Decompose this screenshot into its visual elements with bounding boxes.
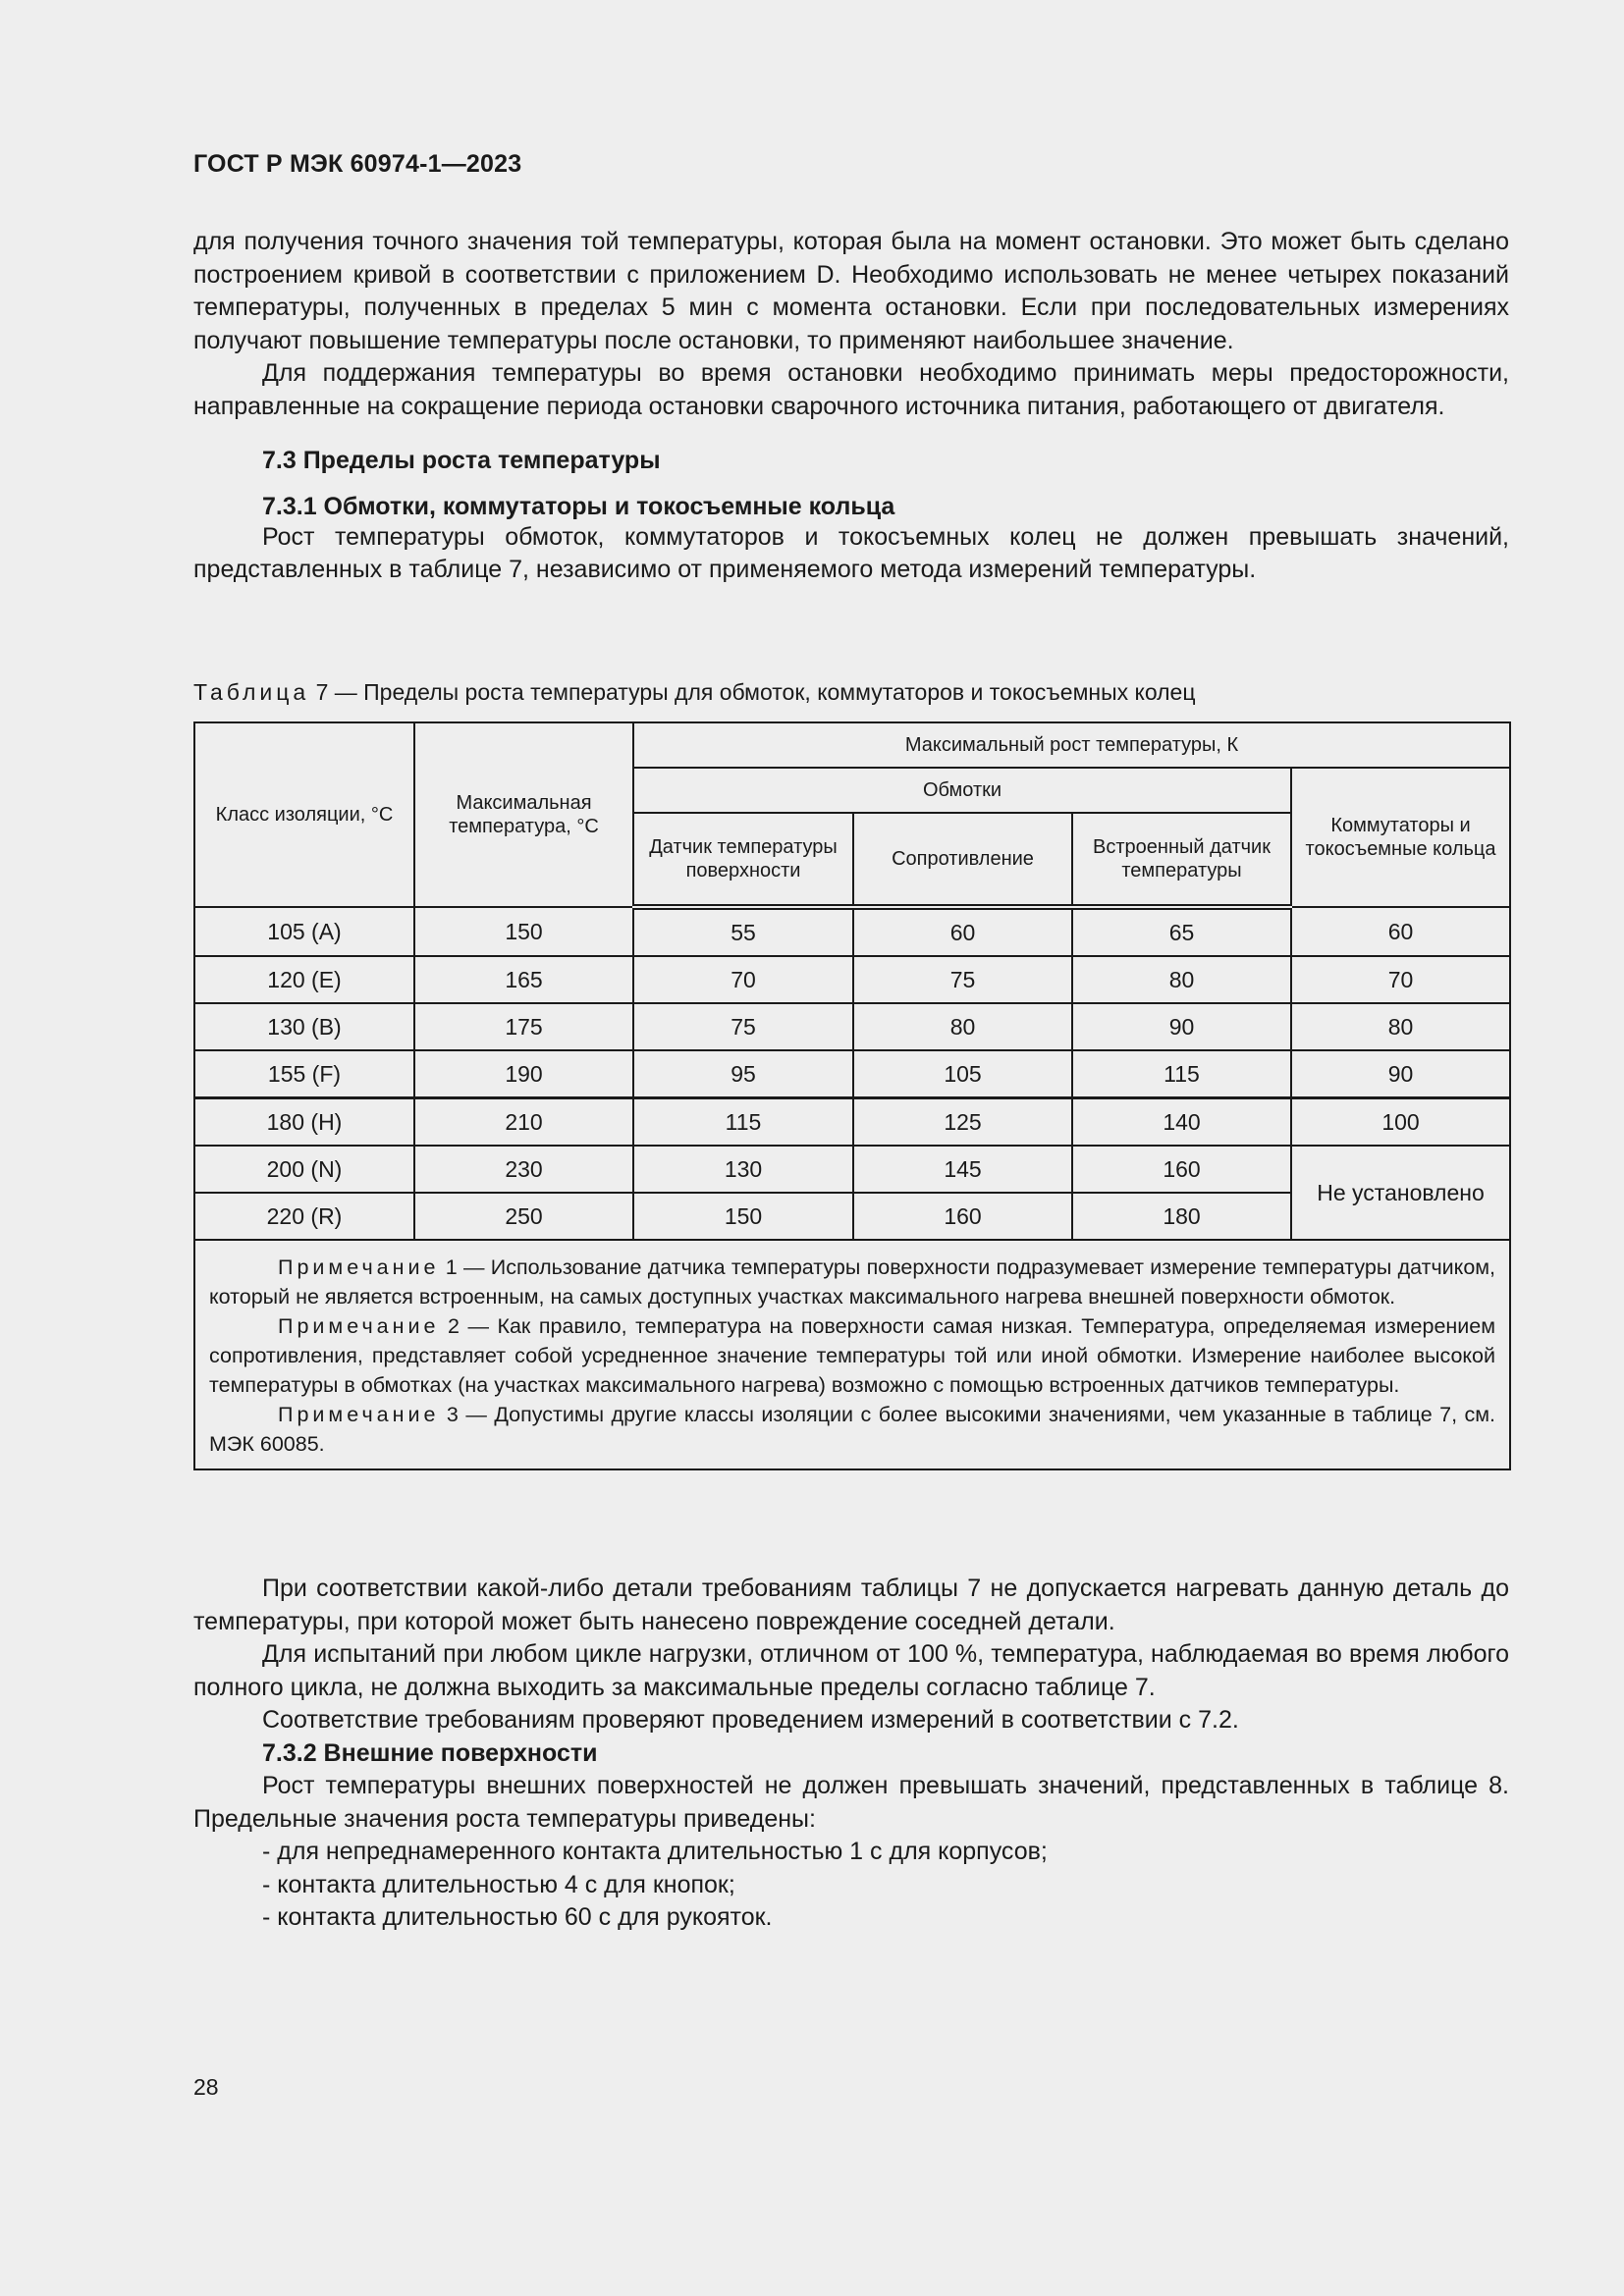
cell-surface: 70 bbox=[633, 956, 853, 1003]
cell-max-temp: 175 bbox=[414, 1003, 633, 1050]
cell-class: 220 (R) bbox=[194, 1193, 414, 1240]
cell-max-temp: 190 bbox=[414, 1050, 633, 1098]
section-heading-7-3-1: 7.3.1 Обмотки, коммутаторы и токосъемные кольца bbox=[262, 492, 895, 520]
cell-class: 130 (B) bbox=[194, 1003, 414, 1050]
table-row bbox=[194, 907, 1510, 956]
header-windings: Обмотки bbox=[633, 768, 1291, 813]
cell-surface: 115 bbox=[633, 1098, 853, 1147]
temperature-limits-table bbox=[193, 721, 1511, 1470]
section-7-3-1-paragraph: Рост температуры обмоток, коммутаторов и токосъемных колец не должен превышать значений, представленных в таблице 7, независимо от применяемого метода измерений температуры. bbox=[193, 522, 1509, 583]
cell-max-temp: 150 bbox=[414, 907, 633, 956]
cell-resistance: 80 bbox=[853, 1003, 1072, 1050]
note-label: Примечание bbox=[278, 1314, 440, 1338]
cell-surface: 55 bbox=[633, 907, 853, 956]
header-commutators: Коммутаторы и токосъемные кольца bbox=[1291, 768, 1510, 907]
table-caption bbox=[193, 679, 1196, 706]
cell-max-temp: 230 bbox=[414, 1146, 633, 1193]
cell-embedded: 160 bbox=[1072, 1146, 1291, 1193]
header-embedded-sensor: Встроенный датчик температуры bbox=[1072, 813, 1291, 907]
list-item: - для непреднамеренного контакта длительностью 1 с для корпусов; bbox=[262, 1838, 1048, 1865]
note-text: 3 — Допустимы другие классы изоляции с более высокими значениями, чем указанные в таблице 7, см. МЭК 60085. bbox=[209, 1403, 1496, 1456]
table-caption-text: 7 — Пределы роста температуры для обмоток, коммутаторов и токосъемных колец bbox=[309, 679, 1196, 705]
cell-embedded: 115 bbox=[1072, 1050, 1291, 1098]
table-caption-prefix: Таблица bbox=[193, 679, 310, 705]
table-note-1 bbox=[209, 1253, 1495, 1311]
intro-paragraph-2: Для поддержания температуры во время остановки необходимо принимать меры предосторожности, направленные на сокращение периода остановки сварочного источника питания, работающего от двигателя. bbox=[193, 359, 1509, 420]
cell-class: 120 (E) bbox=[194, 956, 414, 1003]
cell-resistance: 125 bbox=[853, 1098, 1072, 1147]
cell-surface: 150 bbox=[633, 1193, 853, 1240]
header-surface-sensor: Датчик температуры поверхности bbox=[633, 813, 853, 907]
document-header: ГОСТ Р МЭК 60974-1—2023 bbox=[193, 150, 522, 178]
section-7-3-2-paragraph: Рост температуры внешних поверхностей не должен превышать значений, представленных в таблице 8. Предельные значения роста температуры приведены: bbox=[193, 1772, 1509, 1833]
cell-commutators: 90 bbox=[1291, 1050, 1510, 1098]
table-row bbox=[194, 956, 1510, 1003]
table-notes-row bbox=[194, 1240, 1510, 1469]
intro-paragraph-1: для получения точного значения той температуры, которая была на момент остановки. Это может быть сделано построением кривой в соответствии с приложением D. Необходимо использовать не менее четырех показаний температуры, полученных в пределах 5 мин с момента остановки. Если при последовательных измерениях получают повышение температуры после остановки, то применяют наибольшее значение. bbox=[193, 228, 1509, 354]
cell-surface: 75 bbox=[633, 1003, 853, 1050]
note-label: Примечание bbox=[278, 1403, 440, 1426]
page-number: 28 bbox=[193, 2074, 219, 2100]
table-note-3 bbox=[209, 1400, 1495, 1459]
cell-commutators: 70 bbox=[1291, 956, 1510, 1003]
header-insulation-class: Класс изоляции, °C bbox=[194, 722, 414, 907]
after-table-paragraph-3: Соответствие требованиям проверяют проведением измерений в соответствии с 7.2. bbox=[262, 1706, 1239, 1734]
list-item: - контакта длительностью 60 с для рукояток. bbox=[262, 1903, 773, 1931]
note-text: 2 — Как правило, температура на поверхности самая низкая. Температура, определяемая измерением сопротивления, представляет собой усредненное значение температуры той или иной обмотки. Измерение наиболее высокой температуры в обмотках (на участках максимального нагрева) возможно с помощью встроенных датчиков температуры. bbox=[209, 1314, 1496, 1397]
cell-resistance: 75 bbox=[853, 956, 1072, 1003]
cell-commutators: 100 bbox=[1291, 1098, 1510, 1147]
cell-class: 155 (F) bbox=[194, 1050, 414, 1098]
section-heading-7-3: 7.3 Пределы роста температуры bbox=[262, 447, 661, 474]
table-note-2 bbox=[209, 1311, 1495, 1400]
cell-commutators-not-established: Не установлено bbox=[1291, 1146, 1510, 1240]
header-max-rise: Максимальный рост температуры, К bbox=[633, 722, 1510, 768]
table-row bbox=[194, 1098, 1510, 1147]
after-table-paragraph-1: При соответствии какой-либо детали требованиям таблицы 7 не допускается нагревать данную деталь до температуры, при которой может быть нанесено повреждение соседней детали. bbox=[193, 1575, 1509, 1635]
header-resistance: Сопротивление bbox=[853, 813, 1072, 907]
header-max-temperature: Максимальная температура, °C bbox=[414, 722, 633, 907]
cell-max-temp: 210 bbox=[414, 1098, 633, 1147]
cell-embedded: 90 bbox=[1072, 1003, 1291, 1050]
cell-max-temp: 250 bbox=[414, 1193, 633, 1240]
cell-embedded: 65 bbox=[1072, 907, 1291, 956]
cell-embedded: 80 bbox=[1072, 956, 1291, 1003]
cell-class: 200 (N) bbox=[194, 1146, 414, 1193]
cell-embedded: 140 bbox=[1072, 1098, 1291, 1147]
list-item: - контакта длительностью 4 с для кнопок; bbox=[262, 1870, 735, 1898]
cell-surface: 95 bbox=[633, 1050, 853, 1098]
note-label: Примечание bbox=[278, 1255, 440, 1279]
cell-resistance: 145 bbox=[853, 1146, 1072, 1193]
table-row bbox=[194, 1146, 1510, 1193]
cell-embedded: 180 bbox=[1072, 1193, 1291, 1240]
table-notes bbox=[194, 1240, 1510, 1469]
cell-surface: 130 bbox=[633, 1146, 853, 1193]
after-table-text bbox=[193, 1573, 1509, 1935]
cell-class: 105 (A) bbox=[194, 907, 414, 956]
cell-commutators: 60 bbox=[1291, 907, 1510, 956]
after-table-paragraph-2: Для испытаний при любом цикле нагрузки, отличном от 100 %, температура, наблюдаемая во время любого полного цикла, не должна выходить за максимальные пределы согласно таблице 7. bbox=[193, 1640, 1509, 1701]
cell-class: 180 (H) bbox=[194, 1098, 414, 1147]
cell-resistance: 60 bbox=[853, 907, 1072, 956]
cell-max-temp: 165 bbox=[414, 956, 633, 1003]
section-heading-7-3-2: 7.3.2 Внешние поверхности bbox=[262, 1738, 598, 1767]
note-text: 1 — Использование датчика температуры поверхности подразумевает измерение температуры датчиком, который не является встроенным, на самых доступных участках максимального нагрева внешней поверхности обмоток. bbox=[209, 1255, 1496, 1308]
table-row bbox=[194, 1050, 1510, 1098]
cell-resistance: 105 bbox=[853, 1050, 1072, 1098]
table-row bbox=[194, 1003, 1510, 1050]
intro-text bbox=[193, 226, 1509, 587]
cell-resistance: 160 bbox=[853, 1193, 1072, 1240]
cell-commutators: 80 bbox=[1291, 1003, 1510, 1050]
